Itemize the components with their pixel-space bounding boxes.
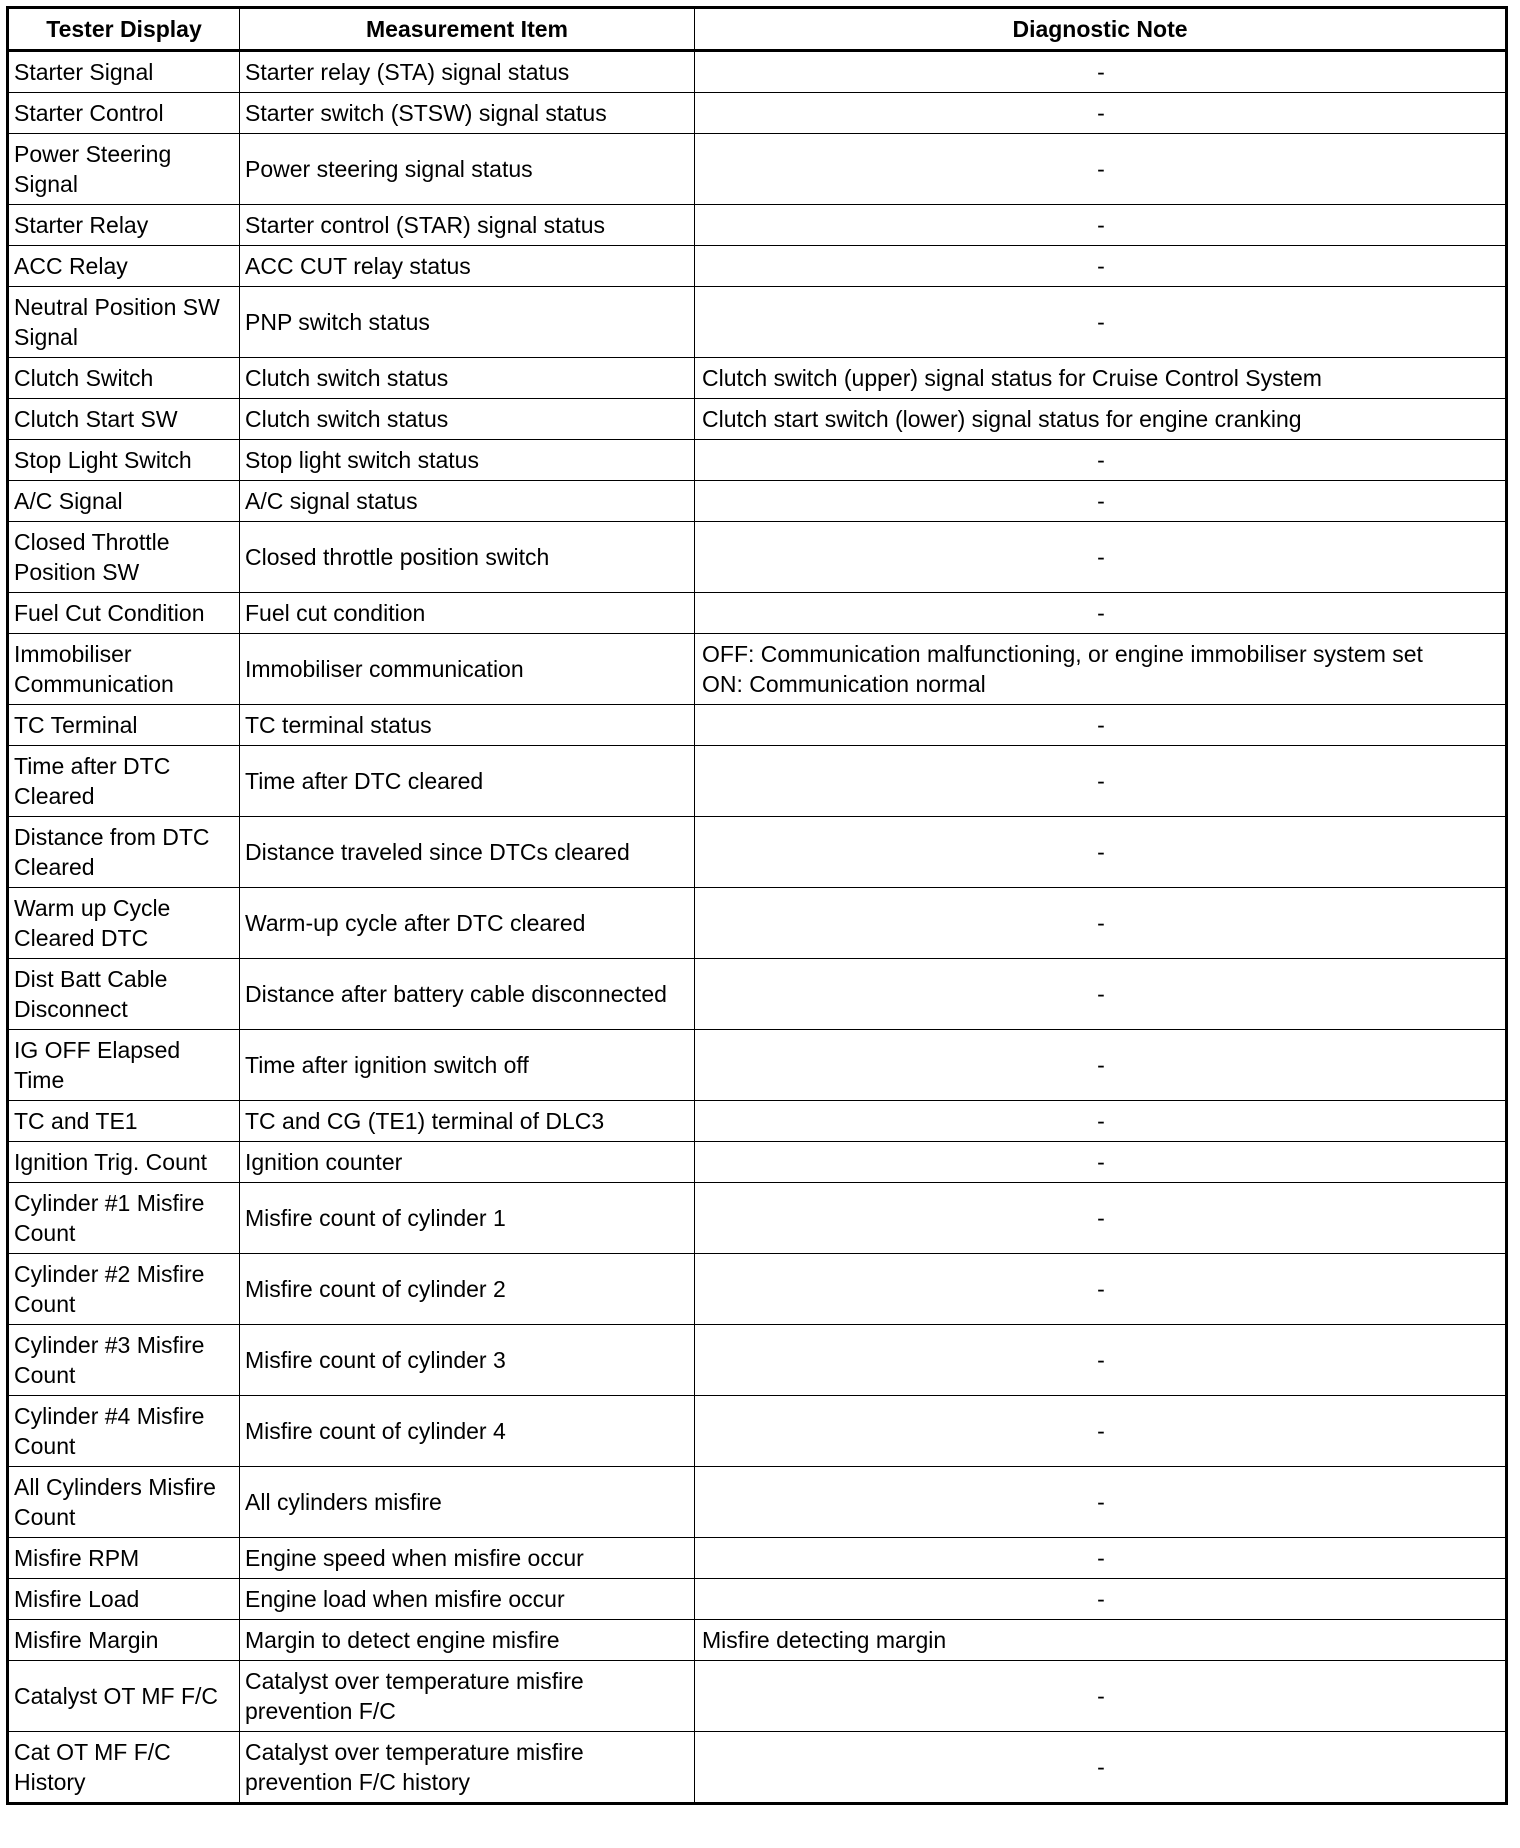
measurement-item-cell: Distance traveled since DTCs cleared	[240, 817, 695, 888]
table-row	[8, 399, 1507, 440]
tester-display-cell: Time after DTC Cleared	[8, 746, 240, 817]
measurement-item-cell: Starter relay (STA) signal status	[240, 51, 695, 93]
data-list-table	[6, 6, 1508, 1805]
tester-display-cell: Starter Signal	[8, 51, 240, 93]
measurement-item-cell: ACC CUT relay status	[240, 246, 695, 287]
diagnostic-note-cell: Clutch start switch (lower) signal status for engine cranking	[695, 399, 1507, 440]
diagnostic-note-cell: -	[695, 1396, 1507, 1467]
table-row	[8, 93, 1507, 134]
diagnostic-note-cell: -	[695, 440, 1507, 481]
measurement-item-cell: Starter switch (STSW) signal status	[240, 93, 695, 134]
diagnostic-note-cell: -	[695, 1579, 1507, 1620]
diagnostic-note-cell: -	[695, 1325, 1507, 1396]
tester-display-cell: Misfire Load	[8, 1579, 240, 1620]
diagnostic-note-cell: Misfire detecting margin	[695, 1620, 1507, 1661]
table-row	[8, 1142, 1507, 1183]
tester-display-cell: Starter Relay	[8, 205, 240, 246]
measurement-item-cell: Engine load when misfire occur	[240, 1579, 695, 1620]
tester-display-cell: Distance from DTC Cleared	[8, 817, 240, 888]
diagnostic-note-cell: -	[695, 246, 1507, 287]
table-row	[8, 1620, 1507, 1661]
diagnostic-note-cell: -	[695, 93, 1507, 134]
tester-display-cell: Neutral Position SW Signal	[8, 287, 240, 358]
measurement-item-cell: Stop light switch status	[240, 440, 695, 481]
table-row	[8, 481, 1507, 522]
tester-display-cell: Misfire Margin	[8, 1620, 240, 1661]
table-row	[8, 1030, 1507, 1101]
diagnostic-note-cell: -	[695, 51, 1507, 93]
measurement-item-cell: Misfire count of cylinder 4	[240, 1396, 695, 1467]
measurement-item-cell: Warm-up cycle after DTC cleared	[240, 888, 695, 959]
tester-display-cell: Catalyst OT MF F/C	[8, 1661, 240, 1732]
measurement-item-cell: Catalyst over temperature misfire prevention F/C history	[240, 1732, 695, 1804]
tester-display-cell: ACC Relay	[8, 246, 240, 287]
tester-display-cell: Clutch Switch	[8, 358, 240, 399]
table-row	[8, 1101, 1507, 1142]
tester-display-cell: Cylinder #1 Misfire Count	[8, 1183, 240, 1254]
tester-display-cell: Immobiliser Communication	[8, 634, 240, 705]
header-row	[8, 8, 1507, 51]
table-row	[8, 51, 1507, 93]
diagnostic-note-cell: -	[695, 522, 1507, 593]
measurement-item-cell: All cylinders misfire	[240, 1467, 695, 1538]
measurement-item-cell: Misfire count of cylinder 3	[240, 1325, 695, 1396]
table-row	[8, 1396, 1507, 1467]
tester-display-cell: Dist Batt Cable Disconnect	[8, 959, 240, 1030]
tester-display-cell: Stop Light Switch	[8, 440, 240, 481]
table-row	[8, 1254, 1507, 1325]
measurement-item-cell: A/C signal status	[240, 481, 695, 522]
measurement-item-cell: Power steering signal status	[240, 134, 695, 205]
diagnostic-note-cell: -	[695, 134, 1507, 205]
tester-display-cell: Ignition Trig. Count	[8, 1142, 240, 1183]
table-body	[8, 51, 1507, 1804]
tester-display-cell: Closed Throttle Position SW	[8, 522, 240, 593]
table-row	[8, 959, 1507, 1030]
table-row	[8, 1732, 1507, 1804]
diagnostic-note-cell: -	[695, 1661, 1507, 1732]
measurement-item-cell: Time after ignition switch off	[240, 1030, 695, 1101]
table-row	[8, 1467, 1507, 1538]
tester-display-cell: Power Steering Signal	[8, 134, 240, 205]
diagnostic-note-cell: -	[695, 481, 1507, 522]
diagnostic-note-cell: -	[695, 1467, 1507, 1538]
table-row	[8, 440, 1507, 481]
table-row	[8, 287, 1507, 358]
table-row	[8, 593, 1507, 634]
measurement-item-cell: Clutch switch status	[240, 358, 695, 399]
tester-display-cell: Starter Control	[8, 93, 240, 134]
tester-display-cell: A/C Signal	[8, 481, 240, 522]
measurement-item-cell: TC and CG (TE1) terminal of DLC3	[240, 1101, 695, 1142]
diagnostic-note-cell: -	[695, 746, 1507, 817]
diagnostic-note-cell: -	[695, 959, 1507, 1030]
measurement-item-cell: Catalyst over temperature misfire prevention F/C	[240, 1661, 695, 1732]
measurement-item-cell: Distance after battery cable disconnected	[240, 959, 695, 1030]
tester-display-cell: Cylinder #4 Misfire Count	[8, 1396, 240, 1467]
tester-display-cell: TC and TE1	[8, 1101, 240, 1142]
measurement-item-cell: Clutch switch status	[240, 399, 695, 440]
measurement-item-cell: Immobiliser communication	[240, 634, 695, 705]
measurement-item-cell: TC terminal status	[240, 705, 695, 746]
table-row	[8, 634, 1507, 705]
diagnostic-note-cell: -	[695, 1732, 1507, 1804]
table-row	[8, 746, 1507, 817]
measurement-item-cell: Time after DTC cleared	[240, 746, 695, 817]
diagnostic-note-cell: -	[695, 1030, 1507, 1101]
diagnostic-note-cell: -	[695, 205, 1507, 246]
header-diagnostic-note: Diagnostic Note	[695, 8, 1507, 51]
tester-display-cell: Cat OT MF F/C History	[8, 1732, 240, 1804]
diagnostic-note-cell: Clutch switch (upper) signal status for Cruise Control System	[695, 358, 1507, 399]
measurement-item-cell: Engine speed when misfire occur	[240, 1538, 695, 1579]
diagnostic-note-cell: -	[695, 888, 1507, 959]
diagnostic-note-cell: -	[695, 1142, 1507, 1183]
header-measurement-item: Measurement Item	[240, 8, 695, 51]
tester-display-cell: Cylinder #2 Misfire Count	[8, 1254, 240, 1325]
table-row	[8, 246, 1507, 287]
measurement-item-cell: Fuel cut condition	[240, 593, 695, 634]
diagnostic-note-cell: -	[695, 1183, 1507, 1254]
measurement-item-cell: Ignition counter	[240, 1142, 695, 1183]
diagnostic-note-cell: -	[695, 287, 1507, 358]
table-row	[8, 1325, 1507, 1396]
table-row	[8, 1661, 1507, 1732]
tester-display-cell: IG OFF Elapsed Time	[8, 1030, 240, 1101]
diagnostic-note-cell: -	[695, 705, 1507, 746]
measurement-item-cell: Misfire count of cylinder 1	[240, 1183, 695, 1254]
header-tester-display: Tester Display	[8, 8, 240, 51]
diagnostic-note-cell: -	[695, 817, 1507, 888]
tester-display-cell: All Cylinders Misfire Count	[8, 1467, 240, 1538]
measurement-item-cell: Misfire count of cylinder 2	[240, 1254, 695, 1325]
measurement-item-cell: Starter control (STAR) signal status	[240, 205, 695, 246]
diagnostic-note-cell: OFF: Communication malfunctioning, or engine immobiliser system set ON: Communication normal	[695, 634, 1507, 705]
measurement-item-cell: Margin to detect engine misfire	[240, 1620, 695, 1661]
table-row	[8, 817, 1507, 888]
tester-display-cell: Clutch Start SW	[8, 399, 240, 440]
table-row	[8, 205, 1507, 246]
diagnostic-note-cell: -	[695, 593, 1507, 634]
table-row	[8, 358, 1507, 399]
table-row	[8, 1183, 1507, 1254]
diagnostic-note-cell: -	[695, 1538, 1507, 1579]
table-row	[8, 1538, 1507, 1579]
tester-display-cell: Misfire RPM	[8, 1538, 240, 1579]
table-row	[8, 705, 1507, 746]
table-row	[8, 1579, 1507, 1620]
measurement-item-cell: Closed throttle position switch	[240, 522, 695, 593]
table-row	[8, 134, 1507, 205]
measurement-item-cell: PNP switch status	[240, 287, 695, 358]
table-row	[8, 522, 1507, 593]
table-row	[8, 888, 1507, 959]
diagnostic-note-cell: -	[695, 1254, 1507, 1325]
tester-display-cell: Cylinder #3 Misfire Count	[8, 1325, 240, 1396]
diagnostic-note-cell: -	[695, 1101, 1507, 1142]
tester-display-cell: Fuel Cut Condition	[8, 593, 240, 634]
tester-display-cell: TC Terminal	[8, 705, 240, 746]
tester-display-cell: Warm up Cycle Cleared DTC	[8, 888, 240, 959]
